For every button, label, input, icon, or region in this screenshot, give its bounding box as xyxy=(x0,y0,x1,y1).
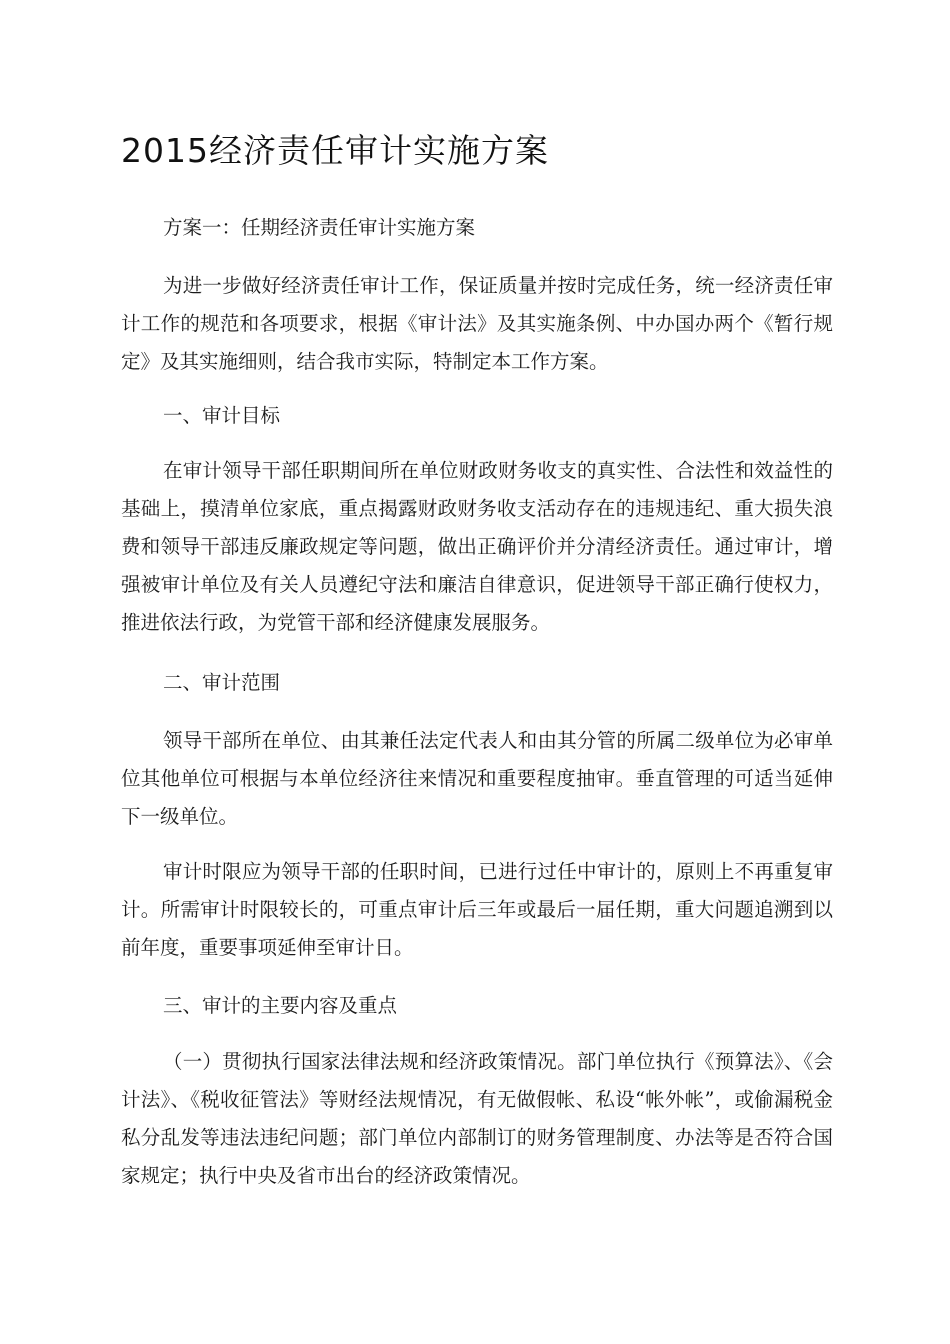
section-heading-goals: 一、审计目标 xyxy=(163,404,281,427)
document-subtitle: 方案一：任期经济责任审计实施方案 xyxy=(163,216,476,239)
section-heading-scope: 二、审计范围 xyxy=(163,671,281,694)
section-heading-content: 三、审计的主要内容及重点 xyxy=(163,994,398,1017)
section-body-scope-1: 领导干部所在单位、由其兼任法定代表人和由其分管的所属二级单位为必审单位其他单位可根据与本单位经济往来情况和重要程度抽审。垂直管理的可适当延伸下一级单位。 xyxy=(121,729,833,828)
section-body-goals: 在审计领导干部任职期间所在单位财政财务收支的真实性、合法性和效益性的基础上，摸清单位家底，重点揭露财政财务收支活动存在的违规违纪、重大损失浪费和领导干部违反廉政规定等问题，做出正确评价并分清经济责任。通过审计，增强被审计单位及有关人员遵纪守法和廉洁自律意识，促进领导干部正确行使权力，推进依法行政，为党管干部和经济健康发展服务。 xyxy=(121,459,833,634)
document-title: 2015经济责任审计实施方案 xyxy=(121,131,549,170)
intro-paragraph: 为进一步做好经济责任审计工作，保证质量并按时完成任务，统一经济责任审计工作的规范和各项要求，根据《审计法》及其实施条例、中办国办两个《暂行规定》及其实施细则，结合我市实际，特制定本工作方案。 xyxy=(121,274,833,373)
section-body-content-1: （一）贯彻执行国家法律法规和经济政策情况。部门单位执行《预算法》、《会计法》、《税收征管法》等财经法规情况，有无做假帐、私设“帐外帐”，或偷漏税金私分乱发等违法违纪问题；部门单位内部制订的财务管理制度、办法等是否符合国家规定；执行中央及省市出台的经济政策情况。 xyxy=(121,1050,833,1187)
section-body-scope-2: 审计时限应为领导干部的任职时间，已进行过任中审计的，原则上不再重复审计。所需审计时限较长的，可重点审计后三年或最后一届任期，重大问题追溯到以前年度，重要事项延伸至审计日。 xyxy=(121,860,833,959)
